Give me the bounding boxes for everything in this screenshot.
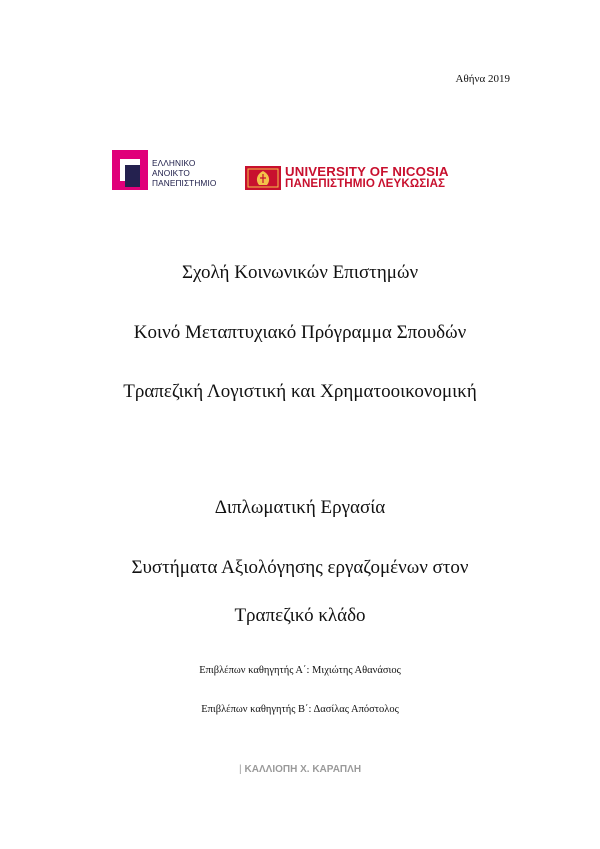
program-heading: Κοινό Μεταπτυχιακό Πρόγραμμα Σπουδών [133, 322, 467, 343]
field-heading: Τραπεζική Λογιστική και Χρηματοοικονομική [123, 381, 477, 402]
unic-seal-icon [245, 166, 281, 190]
thesis-type: Διπλωματική Εργασία [214, 497, 386, 518]
footer [0, 764, 600, 775]
footer-separator: | [238, 764, 242, 775]
eap-mark-icon [112, 150, 148, 190]
thesis-title-line-1: Συστήματα Αξιολόγησης εργαζομένων στον [131, 557, 469, 578]
supervisor-b: Επιβλέπων καθηγητής Β΄: Δασίλας Απόστολος [201, 704, 399, 715]
eap-logo [112, 150, 232, 194]
author-name: ΚΑΛΛΙΟΠΗ Χ. ΚΑΡΑΠΛΗ [244, 764, 362, 775]
unic-logo-text [285, 166, 449, 190]
logos-row [112, 150, 492, 194]
school-heading: Σχολή Κοινωνικών Επιστημών [181, 262, 419, 283]
supervisor-a: Επιβλέπων καθηγητής Α΄: Μιχιώτης Αθανάσιος [199, 665, 401, 676]
unic-logo [245, 164, 492, 192]
unic-name-el: ΠΑΝΕΠΙΣΤΗΜΙΟ ΛΕΥΚΩΣΙΑΣ [285, 177, 446, 190]
eap-line: ΕΛΛΗΝΙΚΟ [152, 158, 196, 168]
eap-logo-text [152, 158, 216, 188]
unic-name-en: UNIVERSITY OF NICOSIA [285, 164, 449, 179]
thesis-title-line-2: Τραπεζικό κλάδο [234, 605, 366, 626]
eap-line: ΠΑΝΕΠΙΣΤΗΜΙΟ [152, 178, 217, 188]
date: Αθήνα 2019 [455, 73, 510, 85]
eap-line: ΑΝΟΙΚΤΟ [152, 168, 190, 178]
